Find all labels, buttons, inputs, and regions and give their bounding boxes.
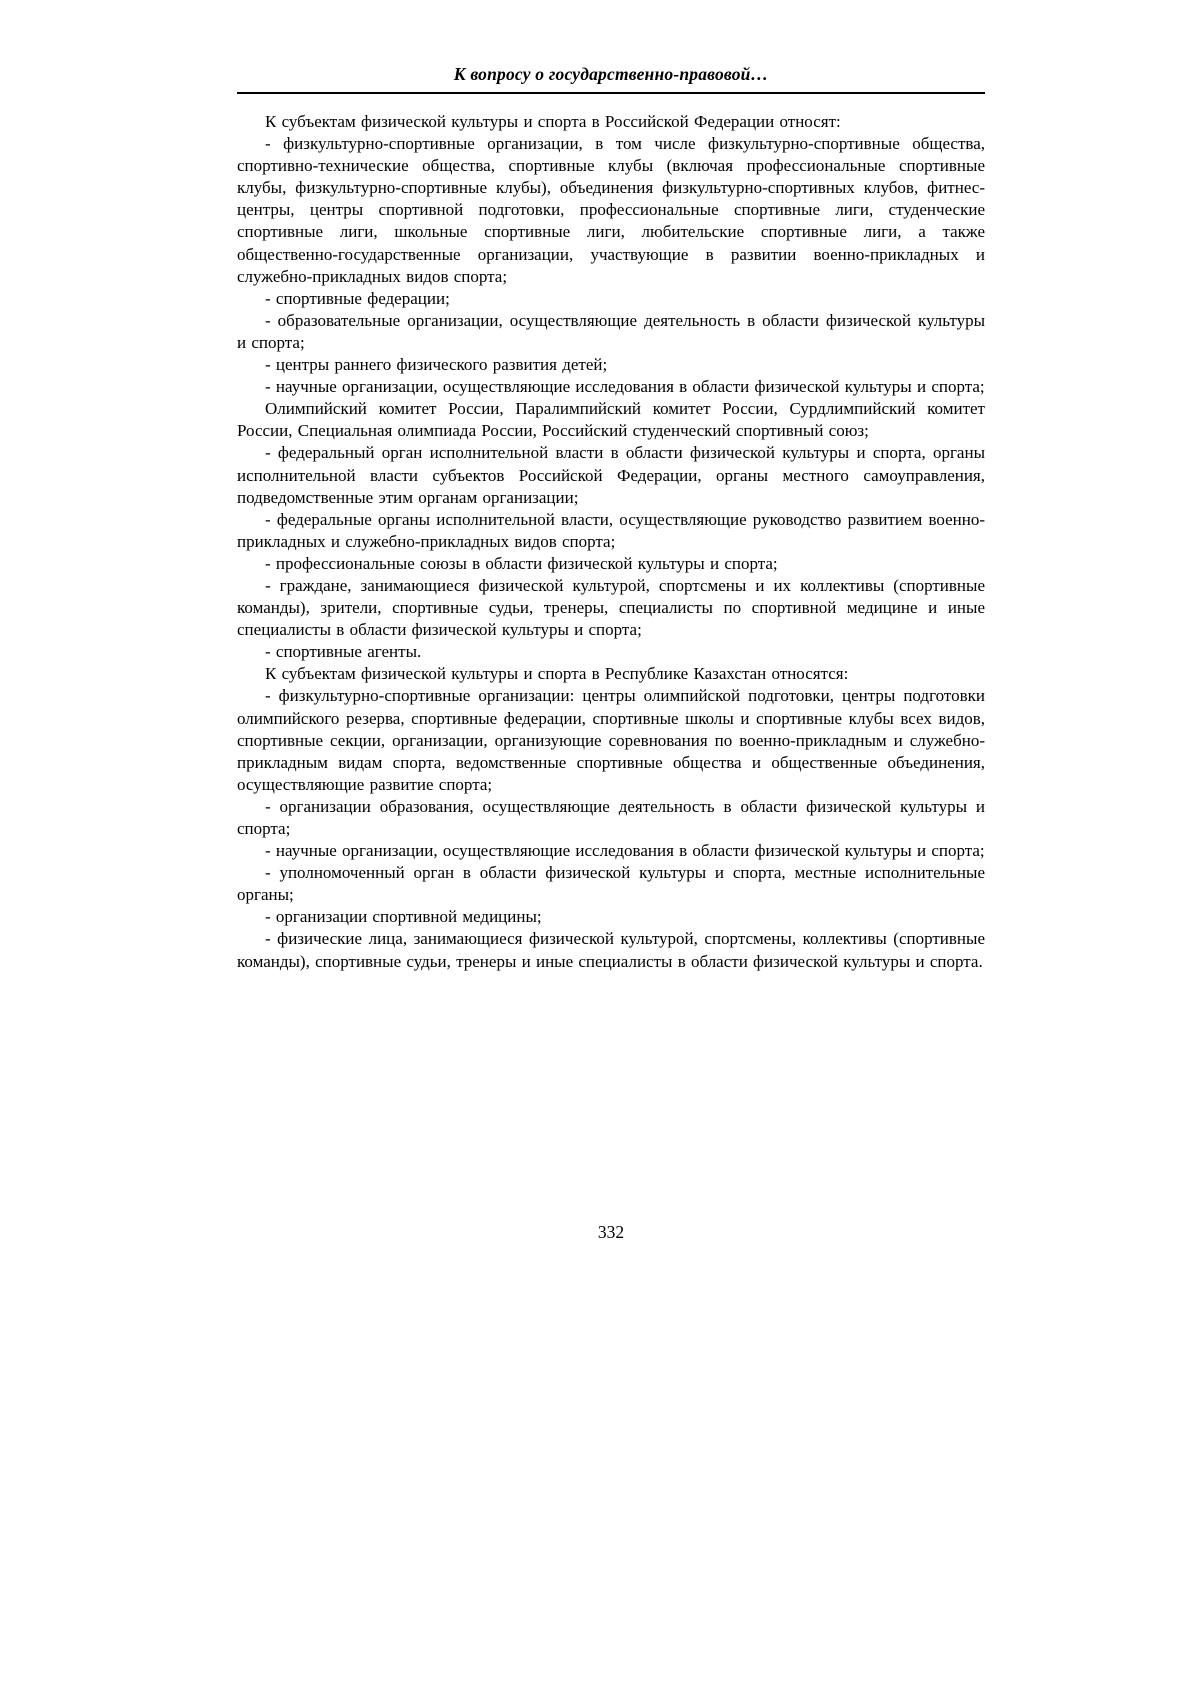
paragraph: К субъектам физической культуры и спорта в Республике Казахстан относятся: [265, 664, 849, 684]
paragraph: - спортивные федерации; [265, 288, 450, 308]
page-number: 332 [597, 1222, 625, 1242]
paragraph: - научные организации, осуществляющие исследования в области физической культуры и спорта; [265, 841, 985, 861]
paragraph: Олимпийский комитет России, Паралимпийский комитет России, Сурдлимпийский комитет России, Специальная олимпиада России, Российский студенческий спортивный союз; [237, 399, 985, 441]
paragraph: - уполномоченный орган в области физической культуры и спорта, местные исполнительные органы; [237, 863, 985, 905]
paragraph: - организации спортивной медицины; [265, 907, 542, 927]
paragraph: - физические лица, занимающиеся физической культурой, спортсмены, коллективы (спортивные команды), спортивные судьи, тренеры и иные специалисты в области физической культуры и спорта. [237, 929, 985, 971]
body-text [237, 111, 985, 973]
running-head: К вопросу о государственно-правовой… [453, 64, 769, 84]
paragraph: - граждане, занимающиеся физической культурой, спортсмены и их коллективы (спортивные команды), зрители, спортивные судьи, тренеры, специалисты по спортивной медицине и иные специалисты в области физической культуры и спорта; [237, 575, 985, 640]
paragraph: - физкультурно-спортивные организации: центры олимпийской подготовки, центры подготовки олимпийского резерва, спортивные федерации, спортивные школы и спортивные клубы всех видов, спортивные секции, организации, организующие соревнования по военно-прикладным и служебно-прикладным видам спорта, ведомственные спортивные общества и общественные объединения, осуществляющие развитие спорта; [237, 686, 985, 794]
paragraph: - профессиональные союзы в области физической культуры и спорта; [265, 553, 778, 573]
page-content [237, 64, 985, 973]
paragraph: - физкультурно-спортивные организации, в том числе физкультурно-спортивные общества, спортивно-технические общества, спортивные клубы (включая профессиональные спортивные клубы, физкультурно-спортивные клубы), объединения физкультурно-спортивных клубов, фитнес-центры, центры спортивной подготовки, профессиональные спортивные лиги, студенческие спортивные лиги, школьные спортивные лиги, любительские спортивные лиги, а также общественно-государственные организации, участвующие в развитии военно-прикладных и служебно-прикладных видов спорта; [237, 134, 985, 286]
paragraph: - центры раннего физического развития детей; [265, 355, 608, 375]
paragraph: - образовательные организации, осуществляющие деятельность в области физической культуры и спорта; [237, 310, 985, 352]
paragraph: - федеральный орган исполнительной власти в области физической культуры и спорта, органы исполнительной власти субъектов Российской Федерации, органы местного самоуправления, подведомственные этим органам организации; [237, 443, 985, 507]
paragraph: - научные организации, осуществляющие исследования в области физической культуры и спорта; [265, 377, 985, 397]
paragraph: - федеральные органы исполнительной власти, осуществляющие руководство развитием военно-прикладных и служебно-прикладных видов спорта; [237, 509, 985, 551]
paragraph: - спортивные агенты. [265, 642, 422, 662]
paragraph: К субъектам физической культуры и спорта в Российской Федерации относят: [265, 112, 841, 131]
paragraph: - организации образования, осуществляющие деятельность в области физической культуры и спорта; [237, 796, 985, 838]
header-rule [237, 92, 985, 94]
